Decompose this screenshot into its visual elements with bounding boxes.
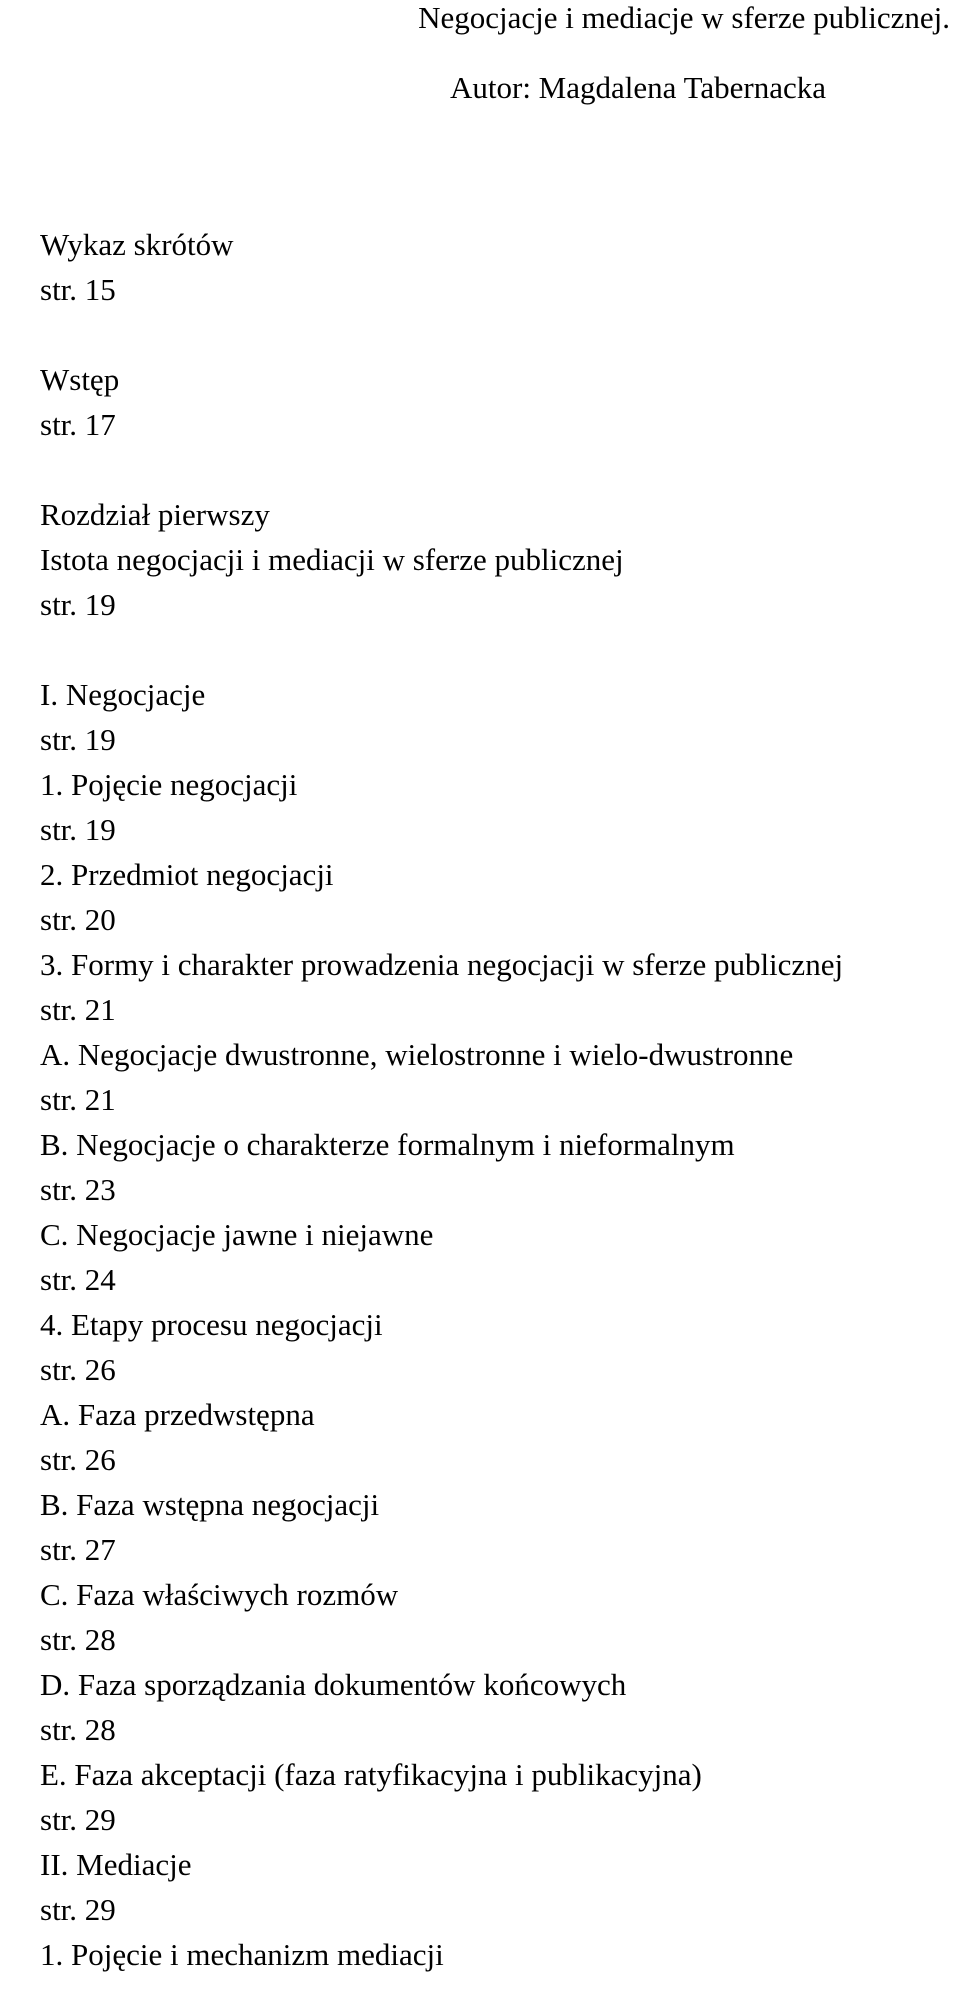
toc-entry-label: II. Mediacje (40, 1847, 192, 1882)
toc-entry-page: str. 20 (40, 902, 116, 937)
toc-chapter-label: Rozdział pierwszy (40, 497, 270, 532)
toc-entry-page: str. 21 (40, 992, 116, 1027)
table-of-contents (40, 222, 940, 1977)
toc-entry-page: str. 19 (40, 722, 116, 757)
section-gap (40, 447, 940, 492)
toc-entry-label: D. Faza sporządzania dokumentów końcowych (40, 1667, 627, 1702)
toc-entry-label: 3. Formy i charakter prowadzenia negocjacji w sferze publicznej (40, 947, 844, 982)
toc-entry-page: str. 26 (40, 1442, 116, 1477)
document-author: Autor: Magdalena Tabernacka (450, 70, 826, 105)
toc-entry-label: 2. Przedmiot negocjacji (40, 857, 334, 892)
toc-entry-label: E. Faza akceptacji (faza ratyfikacyjna i publikacyjna) (40, 1757, 702, 1792)
toc-entry-label: A. Faza przedwstępna (40, 1397, 315, 1432)
toc-entry-label: 1. Pojęcie i mechanizm mediacji (40, 1937, 444, 1972)
toc-entry-page: str. 27 (40, 1532, 116, 1567)
toc-entry-label: I. Negocjacje (40, 677, 206, 712)
toc-entry-label: C. Negocjacje jawne i niejawne (40, 1217, 434, 1252)
toc-entry-page: str. 19 (40, 812, 116, 847)
section-gap (40, 627, 940, 672)
toc-entry-label: 4. Etapy procesu negocjacji (40, 1307, 383, 1342)
toc-entry-page: str. 29 (40, 1802, 116, 1837)
toc-entry-label: A. Negocjacje dwustronne, wielostronne i wielo-dwustronne (40, 1037, 794, 1072)
toc-entry-page: str. 23 (40, 1172, 116, 1207)
toc-section-page: str. 15 (40, 272, 116, 307)
toc-chapter-title: Istota negocjacji i mediacji w sferze publicznej (40, 542, 624, 577)
toc-entry-page: str. 28 (40, 1622, 116, 1657)
toc-entry-page: str. 28 (40, 1712, 116, 1747)
toc-section-label: Wykaz skrótów (40, 227, 234, 262)
section-gap (40, 312, 940, 357)
document-title: Negocjacje i mediacje w sferze publicznej. (418, 0, 950, 35)
toc-entry-page: str. 26 (40, 1352, 116, 1387)
toc-entry-label: B. Faza wstępna negocjacji (40, 1487, 380, 1522)
toc-section-label: Wstęp (40, 362, 120, 397)
toc-entry-label: B. Negocjacje o charakterze formalnym i nieformalnym (40, 1127, 735, 1162)
toc-section-page: str. 17 (40, 407, 116, 442)
toc-entry-label: 1. Pojęcie negocjacji (40, 767, 298, 802)
toc-entry-page: str. 29 (40, 1892, 116, 1927)
toc-chapter-page: str. 19 (40, 587, 116, 622)
toc-entry-page: str. 21 (40, 1082, 116, 1117)
toc-entry-label: C. Faza właściwych rozmów (40, 1577, 399, 1612)
toc-entry-page: str. 24 (40, 1262, 116, 1297)
